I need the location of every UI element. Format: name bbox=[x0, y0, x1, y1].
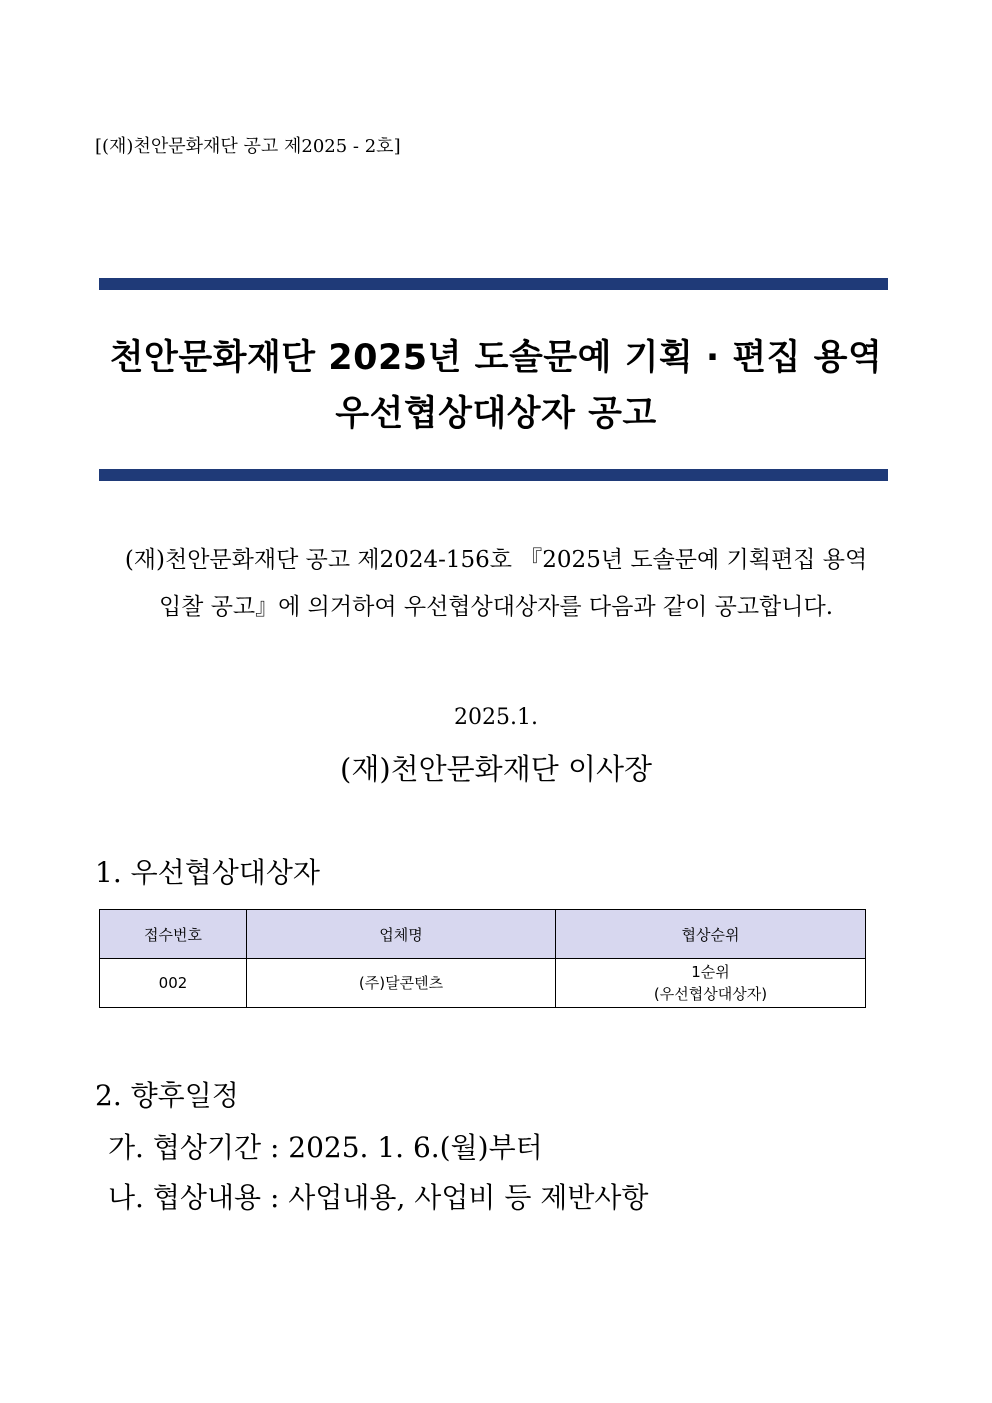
title-line-1: 천안문화재단 2025년 도솔문예 기획 · 편집 용역 bbox=[109, 338, 883, 378]
schedule-marker: 나. bbox=[108, 1181, 144, 1214]
intro-line-2: 입찰 공고』에 의거하여 우선협상대상자를 다음과 같이 공고합니다. bbox=[158, 594, 834, 620]
issue-date: 2025.1. bbox=[454, 705, 538, 730]
table-row bbox=[100, 959, 866, 1008]
notice-number: [(재)천안문화재단 공고 제2025 - 2호] bbox=[95, 136, 401, 157]
schedule-text: 협상기간 : 2025. 1. 6.(월)부터 bbox=[152, 1131, 543, 1164]
result-table bbox=[99, 909, 866, 1008]
title-line-2: 우선협상대상자 공고 bbox=[335, 394, 657, 434]
section-heading-2: 2. 향후일정 bbox=[95, 1079, 239, 1112]
intro-paragraph bbox=[60, 537, 932, 631]
section-heading-1: 1. 우선협상대상자 bbox=[95, 856, 320, 889]
header-number: 접수번호 bbox=[100, 910, 247, 959]
header-rank: 협상순위 bbox=[556, 910, 866, 959]
schedule-item-2 bbox=[108, 1176, 648, 1216]
cell-number: 002 bbox=[100, 959, 247, 1008]
cell-company: (주)달콘텐츠 bbox=[247, 959, 556, 1008]
schedule-item-1 bbox=[108, 1126, 543, 1166]
issuer: (재)천안문화재단 이사장 bbox=[340, 752, 652, 786]
intro-line-1: (재)천안문화재단 공고 제2024-156호 『2025년 도솔문예 기획편집 용역 bbox=[124, 547, 868, 573]
cell-rank bbox=[556, 959, 866, 1008]
title-rule-bottom bbox=[99, 469, 888, 481]
header-company: 업체명 bbox=[247, 910, 556, 959]
schedule-text: 협상내용 : 사업내용, 사업비 등 제반사항 bbox=[152, 1181, 649, 1214]
table-header-row bbox=[100, 910, 866, 959]
schedule-marker: 가. bbox=[108, 1131, 144, 1164]
rank-value: 1순위 bbox=[691, 963, 730, 981]
rank-note: (우선협상대상자) bbox=[653, 985, 768, 1003]
title-rule-top bbox=[99, 278, 888, 290]
page-title bbox=[80, 330, 912, 442]
